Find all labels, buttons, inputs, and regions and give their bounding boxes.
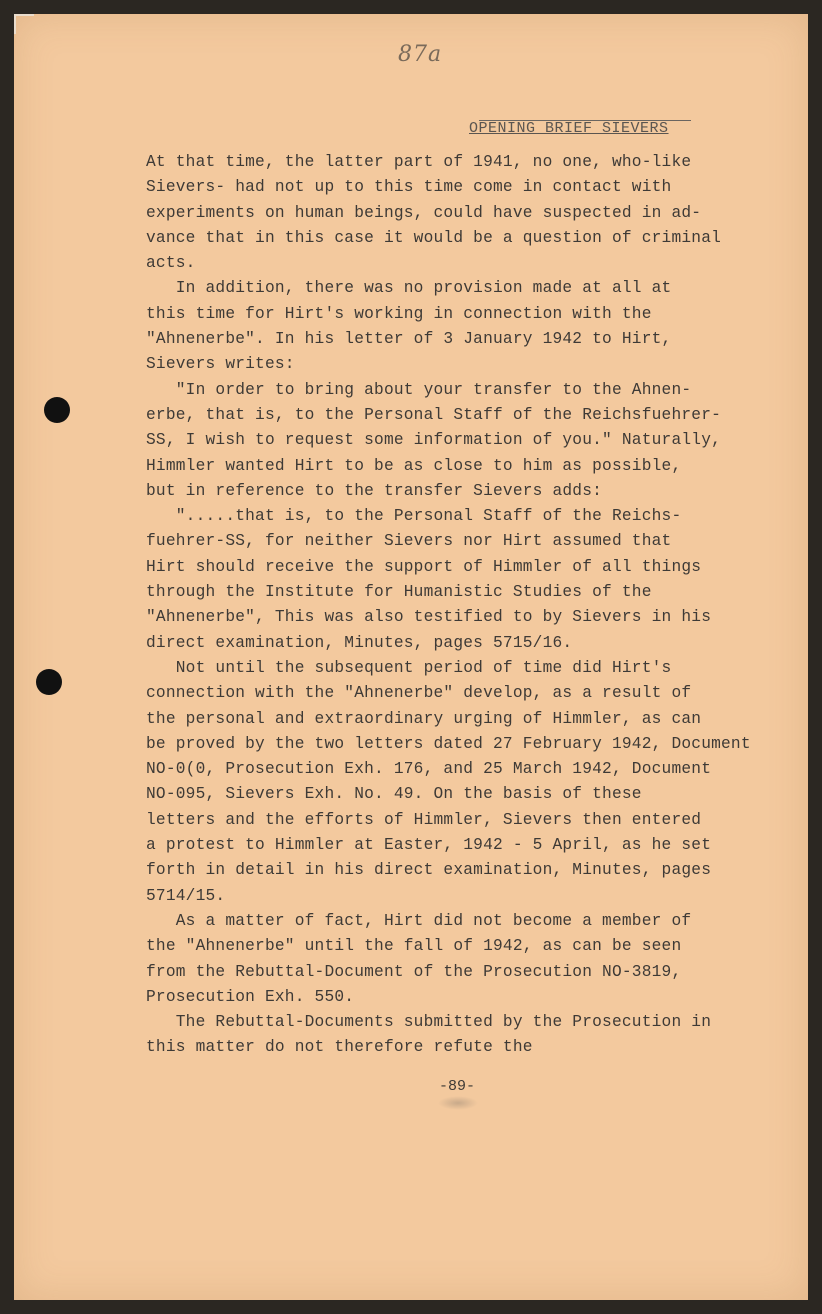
body-line: Prosecution Exh. 550.: [146, 987, 355, 1006]
body-line: direct examination, Minutes, pages 5715/16.: [146, 633, 573, 652]
punch-hole-bottom: [36, 669, 62, 695]
body-line: NO-0(0, Prosecution Exh. 176, and 25 March 1942, Document: [146, 760, 712, 779]
body-line: Himmler wanted Hirt to be as close to him as possible,: [146, 456, 682, 475]
body-line: through the Institute for Humanistic Studies of the: [146, 583, 652, 602]
body-line: As a matter of fact, Hirt did not become a member of: [146, 911, 692, 930]
body-line: from the Rebuttal-Document of the Prosecution NO-3819,: [146, 962, 682, 981]
body-line: this matter do not therefore refute the: [146, 1038, 533, 1057]
body-line: letters and the efforts of Himmler, Sievers then entered: [146, 810, 702, 829]
handwritten-page-note: 87a: [398, 42, 443, 67]
body-line: but in reference to the transfer Sievers adds:: [146, 481, 603, 500]
body-line: "Ahnenerbe". In his letter of 3 January 1942 to Hirt,: [146, 330, 672, 349]
body-line: connection with the "Ahnenerbe" develop, as a result of: [146, 684, 692, 703]
body-line: be proved by the two letters dated 27 February 1942, Document: [146, 734, 751, 753]
body-line: SS, I wish to request some information of you." Naturally,: [146, 431, 722, 450]
body-line: At that time, the latter part of 1941, no one, who-like: [146, 153, 692, 171]
body-line: erbe, that is, to the Personal Staff of the Reichsfuehrer-: [146, 405, 722, 424]
body-line: this time for Hirt's working in connection with the: [146, 304, 652, 323]
body-line: "In order to bring about your transfer to the Ahnen-: [146, 380, 692, 399]
body-line: NO-095, Sievers Exh. No. 49. On the basis of these: [146, 785, 642, 804]
body-line: a protest to Himmler at Easter, 1942 - 5 April, as he set: [146, 836, 712, 855]
body-line: Sievers- had not up to this time come in contact with: [146, 178, 672, 197]
body-line: The Rebuttal-Documents submitted by the Prosecution in: [146, 1013, 712, 1032]
body-line: the personal and extraordinary urging of Himmler, as can: [146, 709, 702, 728]
document-heading: OPENING BRIEF SIEVERS: [469, 120, 669, 137]
punch-hole-top: [44, 397, 70, 423]
body-line: 5714/15.: [146, 886, 226, 905]
body-line: forth in detail in his direct examination, Minutes, pages: [146, 861, 712, 880]
body-line: "Ahnenerbe", This was also testified to by Sievers in his: [146, 608, 712, 627]
body-line: experiments on human beings, could have suspected in ad-: [146, 203, 702, 222]
body-line: Not until the subsequent period of time did Hirt's: [146, 658, 672, 677]
body-line: the "Ahnenerbe" until the fall of 1942, as can be seen: [146, 937, 682, 956]
body-line: In addition, there was no provision made at all at: [146, 279, 672, 298]
page-number: -89-: [439, 1078, 476, 1095]
document-body-text: [146, 150, 776, 1061]
ink-stamp-smudge: [438, 1096, 478, 1110]
body-line: vance that in this case it would be a question of criminal: [146, 228, 722, 247]
body-line: acts.: [146, 254, 196, 273]
body-line: Hirt should receive the support of Himmler of all things: [146, 557, 702, 576]
body-line: fuehrer-SS, for neither Sievers nor Hirt assumed that: [146, 532, 672, 551]
body-line: Sievers writes:: [146, 355, 295, 374]
page-corner-crease: [14, 14, 34, 34]
document-page: [14, 14, 808, 1300]
body-line: ".....that is, to the Personal Staff of the Reichs-: [146, 507, 682, 526]
